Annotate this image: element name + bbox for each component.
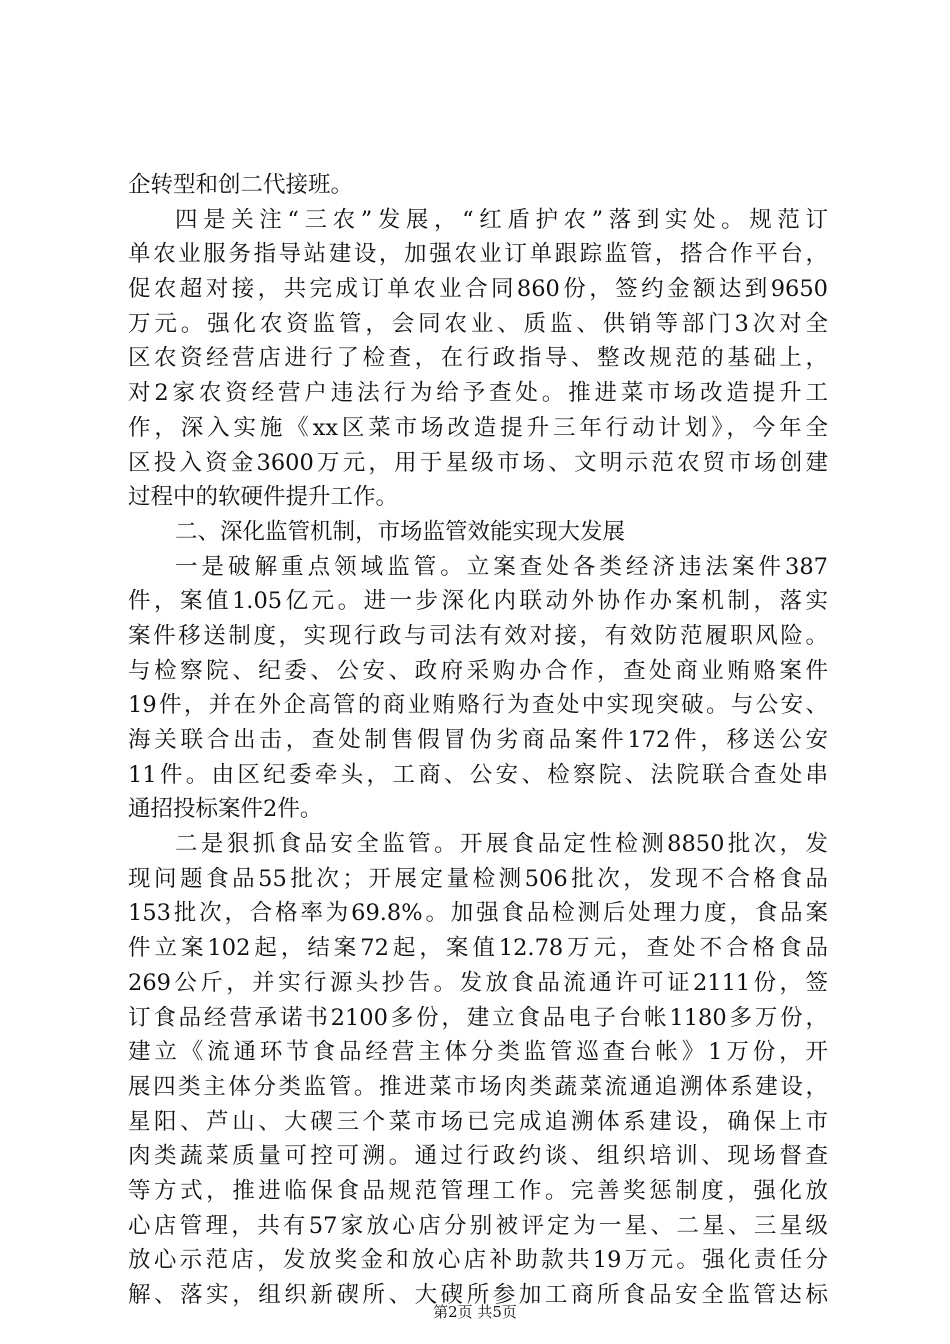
text-line: 订食品经营承诺书2100多份，建立食品电子台帐1180多万份， <box>128 1004 828 1031</box>
text-line: 万元。强化农资监管，会同农业、质监、供销等部门3次对全 <box>128 310 828 337</box>
text-line: 四是关注“三农”发展，“红盾护农”落到实处。规范订 <box>175 206 828 233</box>
text-line: 案件移送制度，实现行政与司法有效对接，有效防范履职风险。 <box>128 622 828 649</box>
text-line: 星阳、芦山、大碶三个菜市场已完成追溯体系建设，确保上市 <box>128 1108 828 1135</box>
text-line: 海关联合出击，查处制售假冒伪劣商品案件172件，移送公安 <box>128 727 828 753</box>
text-line: 件，案值1.05亿元。进一步深化内联动外协作办案机制，落实 <box>128 588 828 615</box>
text-line: 企转型和创二代接班。 <box>128 172 354 198</box>
text-line: 促农超对接，共完成订单农业合同860份，签约金额达到9650 <box>128 276 828 303</box>
text-line: 二是狠抓食品安全监管。开展食品定性检测8850批次，发 <box>175 831 828 858</box>
text-line: 区农资经营店进行了检查，在行政指导、整改规范的基础上， <box>128 345 828 372</box>
text-line: 区投入资金3600万元，用于星级市场、文明示范农贸市场创建 <box>128 449 828 476</box>
text-line: 等方式，推进临保食品规范管理工作。完善奖惩制度，强化放 <box>128 1177 828 1204</box>
document-body <box>128 168 828 1313</box>
text-line: 与检察院、纪委、公安、政府采购办合作，查处商业贿赂案件 <box>128 657 828 684</box>
text-line: 对2家农资经营户违法行为给予查处。推进菜市场改造提升工 <box>128 380 828 407</box>
section-heading: 二、深化监管机制，市场监管效能实现大发展 <box>175 518 626 545</box>
text-line: 现问题食品55批次；开展定量检测506批次，发现不合格食品 <box>128 865 828 892</box>
text-line: 269公斤，并实行源头抄告。发放食品流通许可证2111份，签 <box>128 969 828 996</box>
text-line: 件立案102起，结案72起，案值12.78万元，查处不合格食品 <box>128 935 828 962</box>
text-line: 心店管理，共有57家放心店分别被评定为一星、二星、三星级 <box>128 1212 828 1239</box>
text-line: 肉类蔬菜质量可控可溯。通过行政约谈、组织培训、现场督查 <box>128 1143 828 1170</box>
text-line: 单农业服务指导站建设，加强农业订单跟踪监管，搭合作平台， <box>128 241 828 268</box>
text-line: 建立《流通环节食品经营主体分类监管巡查台帐》1万份，开 <box>128 1039 828 1066</box>
text-line: 过程中的软硬件提升工作。 <box>128 484 399 511</box>
text-line: 153批次，合格率为69.8%。加强食品检测后处理力度，食品案 <box>128 900 828 927</box>
text-line: 通招投标案件2件。 <box>128 796 323 823</box>
text-line: 解、落实，组织新碶所、大碶所参加工商所食品安全监管达标 <box>128 1282 828 1308</box>
text-line: 作，深入实施《xx区菜市场改造提升三年行动计划》，今年全 <box>128 414 828 441</box>
text-line: 一是破解重点领域监管。立案查处各类经济违法案件387 <box>175 553 828 580</box>
text-line: 展四类主体分类监管。推进菜市场肉类蔬菜流通追溯体系建设， <box>128 1073 828 1100</box>
text-line: 11件。由区纪委牵头，工商、公安、检察院、法院联合查处串 <box>128 761 828 788</box>
text-line: 放心示范店，发放奖金和放心店补助款共19万元。强化责任分 <box>128 1247 828 1274</box>
page-footer: 第2页 共5页 <box>433 1303 517 1321</box>
text-line: 19件，并在外企高管的商业贿赂行为查处中实现突破。与公安、 <box>128 692 828 719</box>
